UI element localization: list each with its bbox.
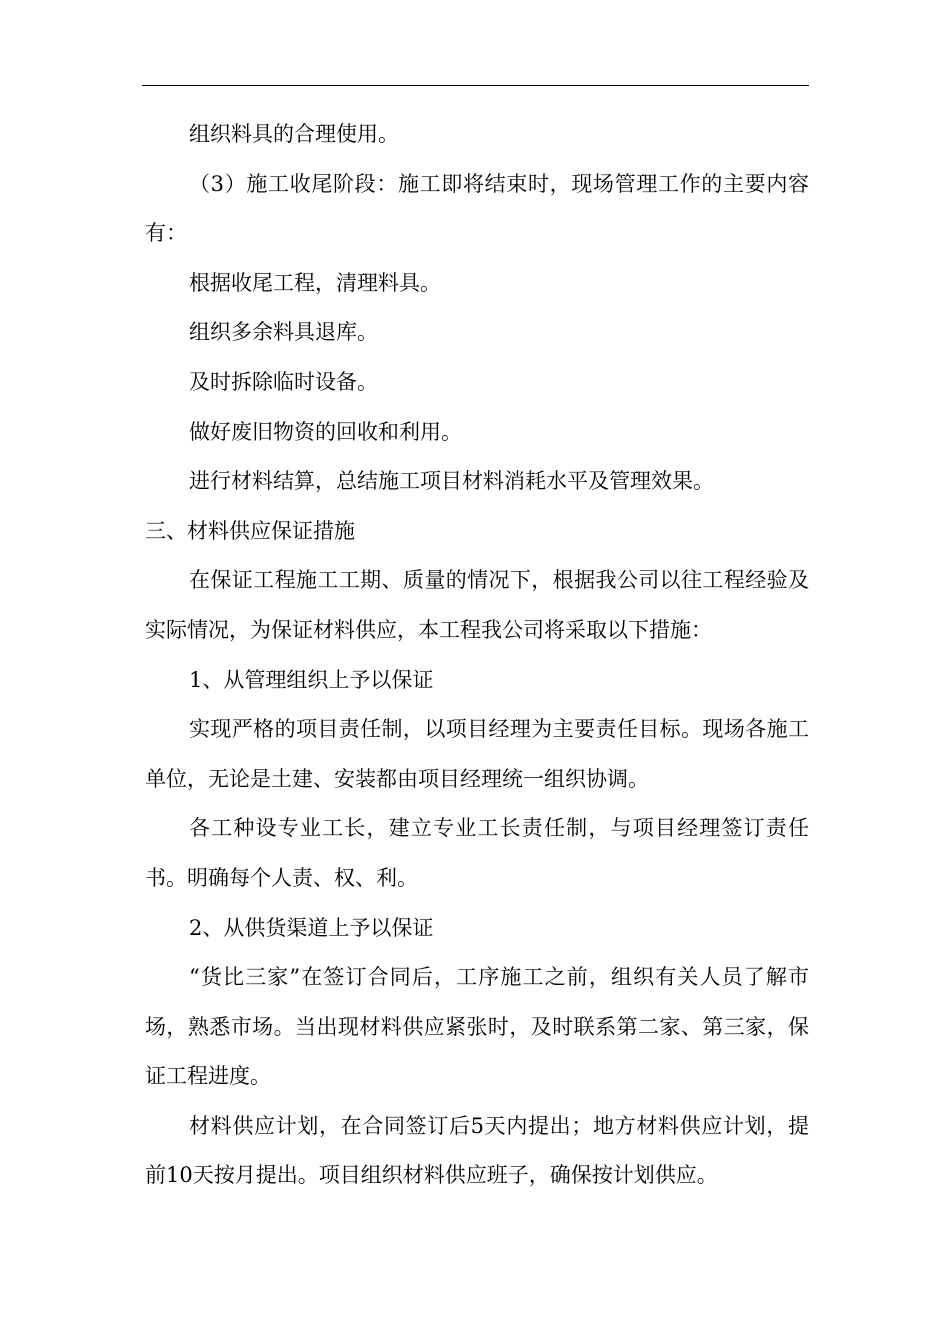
paragraph: 做好废旧物资的回收和利用。 bbox=[189, 419, 462, 444]
subsection-heading: 1、从管理组织上予以保证 bbox=[189, 667, 434, 692]
section-heading: 三、材料供应保证措施 bbox=[145, 518, 355, 543]
header-rule bbox=[142, 85, 809, 86]
paragraph: 实现严格的项目责任制，以项目经理为主要责任目标。现场各施工单位，无论是土建、安装都由项目经理统一组织协调。 bbox=[145, 717, 809, 791]
paragraph: 根据收尾工程，清理料具。 bbox=[189, 270, 441, 295]
subsection-heading: 2、从供货渠道上予以保证 bbox=[189, 915, 434, 940]
paragraph: 各工种设专业工长，建立专业工长责任制，与项目经理签订责任书。明确每个人责、权、利。 bbox=[145, 816, 809, 890]
paragraph: 进行材料结算，总结施工项目材料消耗水平及管理效果。 bbox=[189, 469, 714, 494]
paragraph: 在保证工程施工工期、质量的情况下，根据我公司以往工程经验及实际情况，为保证材料供应，本工程我公司将采取以下措施： bbox=[145, 568, 809, 642]
paragraph: 及时拆除临时设备。 bbox=[189, 369, 378, 394]
paragraph: “货比三家”在签订合同后，工序施工之前，组织有关人员了解市场，熟悉市场。当出现材料供应紧张时，及时联系第二家、第三家，保证工程进度。 bbox=[145, 965, 809, 1089]
document-body bbox=[145, 110, 809, 1201]
paragraph: 组织多余料具退库。 bbox=[189, 320, 378, 345]
paragraph: 材料供应计划，在合同签订后5天内提出；地方材料供应计划，提前10天按月提出。项目组织材料供应班子，确保按计划供应。 bbox=[145, 1113, 809, 1188]
paragraph: 组织料具的合理使用。 bbox=[189, 122, 399, 146]
paragraph: （3）施工收尾阶段：施工即将结束时，现场管理工作的主要内容有： bbox=[145, 171, 809, 246]
